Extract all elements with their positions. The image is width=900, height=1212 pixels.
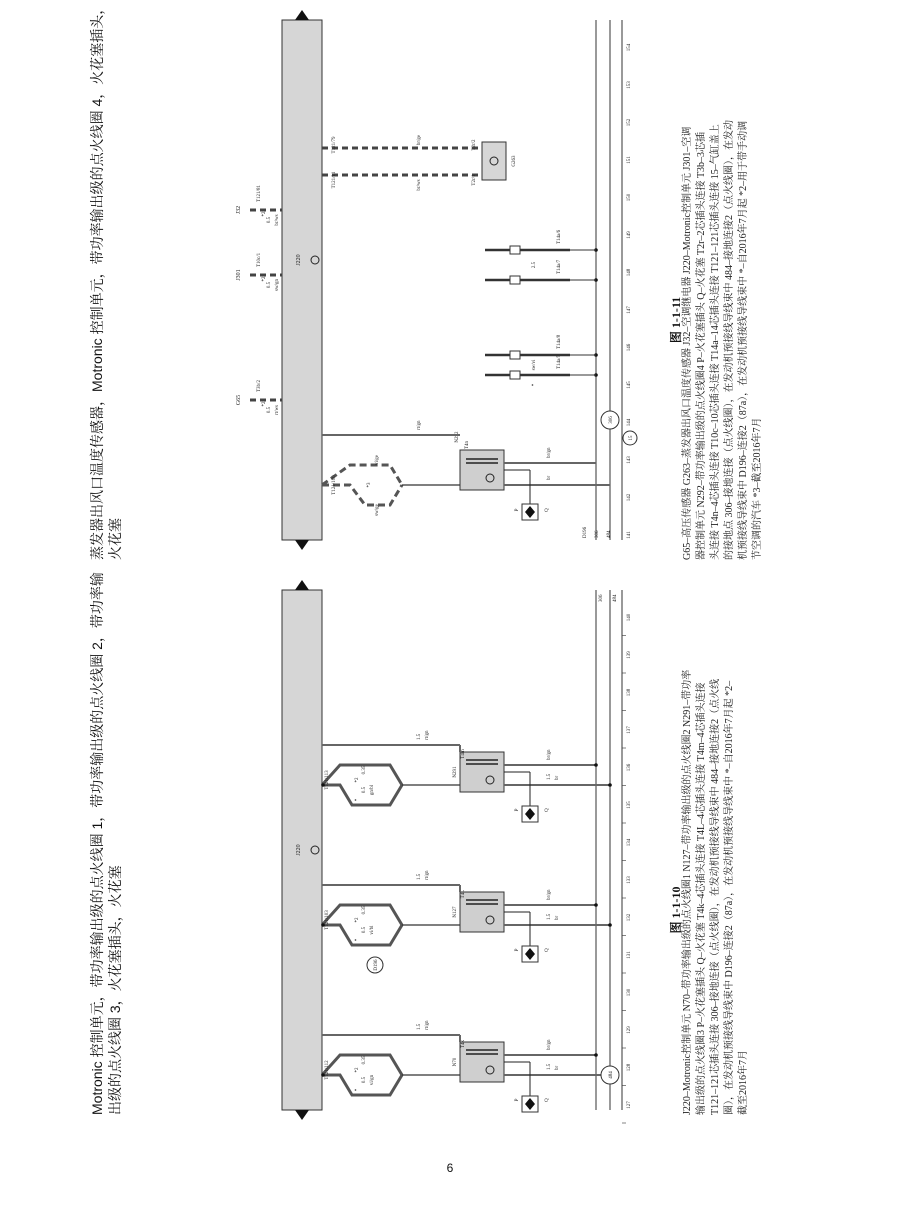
wire-color: sw/vi xyxy=(532,359,537,371)
note-mark: *3 xyxy=(367,482,372,488)
left-caption-line: 截至2016年7月 xyxy=(738,1050,749,1115)
wire-color: vi/bl xyxy=(370,925,375,935)
plug-label-p: P xyxy=(515,948,520,952)
g263-sensor-box xyxy=(482,142,506,180)
coil-label: N291 xyxy=(453,766,458,778)
arrow-right-icon xyxy=(295,10,309,20)
connector-pin-label: T121/79 xyxy=(332,136,337,154)
connector-pin-label: T121/100 xyxy=(332,475,337,495)
left-caption-line: 输出级的点火线圈3 P–火花塞插头 Q–火花塞 T4k–4芯插头连接 T4L–4芯插头连接 T4m–4芯插头连接 xyxy=(696,682,707,1115)
note-mark: *2 xyxy=(262,276,267,282)
right-caption-line: 器控制单元 N292–带功率输出级的点火线圈4 P–火花塞插头 Q–火花塞 T2r–2芯插头连接 T3b–3芯插 xyxy=(696,131,707,560)
t14a-pin-label: T14a/5 xyxy=(557,354,562,369)
fuse-icon xyxy=(510,246,520,254)
arrow-right-icon xyxy=(295,580,309,590)
note-mark: *2 xyxy=(355,1067,360,1073)
j220-control-unit-bar xyxy=(282,590,322,1110)
ground-label-484: 484 xyxy=(613,594,618,602)
coil-label: N127 xyxy=(453,906,458,918)
connector-pin-label: T121/113 xyxy=(325,770,330,790)
j220-label: J220 xyxy=(296,254,302,266)
grid-number: 133 xyxy=(627,876,632,884)
pin-dot xyxy=(321,783,325,787)
connector-label: T4L xyxy=(461,889,466,899)
grid-number: 153 xyxy=(627,81,632,89)
connector-label: T4k xyxy=(461,1039,466,1049)
note-mark: * xyxy=(355,1088,360,1092)
wire-color: sw/ge xyxy=(375,504,380,516)
grid-number: 140 xyxy=(627,613,632,622)
note-mark: * xyxy=(355,798,360,802)
component-label: G65 xyxy=(236,394,242,406)
left-heading-line1: Motronic 控制单元，带功率输出级的点火线圈 1，带功率输出级的点火线圈 2，带功率输 xyxy=(89,572,105,1115)
wire-color: vi/gn xyxy=(370,1074,375,1086)
note-mark: * xyxy=(355,938,360,942)
grid-number: 147 xyxy=(627,306,632,314)
splice-label-d196: D196 xyxy=(374,959,379,971)
grid-number: 134 xyxy=(627,838,632,847)
coil-label-n292: N292 xyxy=(455,431,460,443)
edge-label: 484 xyxy=(607,530,612,538)
t14a-pin-label: T14a/6 xyxy=(557,229,562,244)
grid-number: 127 xyxy=(627,1101,632,1109)
ignition-coil-box xyxy=(460,1042,504,1082)
plug-label-q: Q xyxy=(545,508,550,512)
plug-label-q: Q xyxy=(545,948,550,952)
wire-color: br/gn xyxy=(547,889,552,900)
wire-color: br/gn xyxy=(547,1039,552,1050)
edge-label: D196 xyxy=(583,526,588,538)
grid-number: 154 xyxy=(627,43,632,52)
arrow-left-icon xyxy=(295,540,309,550)
connector-pin-label: T10c/1 xyxy=(257,252,262,267)
wire-size: 1.5 xyxy=(417,1023,422,1030)
t14a-pin-label: T14a/7 xyxy=(557,259,562,274)
ignition-coil-box xyxy=(460,752,504,792)
wire-size: 1.5 xyxy=(547,1063,552,1070)
grid-number: 148 xyxy=(627,268,632,277)
ignition-coil-n292-box xyxy=(460,450,504,490)
wire-color: rt/gn xyxy=(425,1020,430,1030)
junction-dot xyxy=(594,763,598,767)
grid-number: 152 xyxy=(627,118,632,127)
wire-color: br xyxy=(547,475,552,480)
fuse-icon xyxy=(510,276,520,284)
wire-size: 0.5 xyxy=(267,281,272,289)
ground-label-15: 15 xyxy=(629,435,634,441)
connector-pin-label: T121/81 xyxy=(257,185,262,202)
left-caption-line: J220–Motronic控制单元 N70–带功率输出级的点火线圈1 N127–带功率输出级的点火线圈2 N291–带功率 xyxy=(682,669,693,1115)
pin-dot xyxy=(321,923,325,927)
left-figure-label: 图 1-1-10 xyxy=(669,886,683,934)
left-caption-line: 圈），在发动机预接线导线束中 D196–连接2（87a），在发动机预接线导线束中 *–自2016年7月起 *2– xyxy=(724,680,735,1115)
grid-number: 145 xyxy=(627,381,632,389)
wire-size: 0.35 xyxy=(362,765,367,775)
grid-number: 146 xyxy=(627,343,632,352)
wire-color: sw/gn xyxy=(275,279,280,291)
component-label: J32 xyxy=(236,205,242,215)
grid-number: 141 xyxy=(627,531,632,539)
grid-number: 143 xyxy=(627,456,632,464)
j220-label: J220 xyxy=(296,844,302,856)
grid-number: 137 xyxy=(627,726,632,734)
junction-dot xyxy=(608,783,612,787)
wire-size: 0.5 xyxy=(362,786,367,794)
connector-pin-label: T3b/2 xyxy=(257,380,262,392)
grid-number: 136 xyxy=(627,763,632,772)
ground-label-306: 306 xyxy=(599,594,604,602)
junction-dot xyxy=(608,923,612,927)
wire-size: 0.5 xyxy=(362,1076,367,1084)
right-figure-label: 图 1-1-11 xyxy=(669,296,683,344)
grid-number: 128 xyxy=(627,1063,632,1072)
plug-label-p: P xyxy=(515,808,520,812)
right-diagram-panel xyxy=(89,1,763,560)
right-caption-line: 的接地点 306–接地连接（点火线圈），在发动机预接线导线束中 484–接地连接2（点火线圈），在发动 xyxy=(724,120,735,560)
connector-label: T4m xyxy=(461,749,466,759)
note-mark: *2 xyxy=(355,917,360,923)
edge-label: 306 xyxy=(595,530,600,538)
wire-size: 2.5 xyxy=(532,261,537,269)
wire-size: 0.35 xyxy=(362,905,367,915)
wire-color: br/gn xyxy=(547,749,552,760)
wire-size: 1.5 xyxy=(547,913,552,920)
wire-color: br/ws xyxy=(417,179,422,191)
wire-size: 1.5 xyxy=(547,773,552,780)
grid-number: 149 xyxy=(627,231,632,239)
fuse-icon xyxy=(510,351,520,359)
connector-pin-label: T121/103 xyxy=(325,910,330,930)
junction-dot xyxy=(594,903,598,907)
wire-color: gn/bl xyxy=(370,784,375,796)
grid-number: 138 xyxy=(627,688,632,697)
grid-number: 135 xyxy=(627,801,632,809)
wire-color: br xyxy=(555,775,560,780)
grid-number: 129 xyxy=(627,1026,632,1034)
plug-label-p: P xyxy=(515,1098,520,1102)
grid-number: 131 xyxy=(627,951,632,959)
arrow-left-icon xyxy=(295,1110,309,1120)
wire-size: 1.5 xyxy=(417,733,422,740)
component-label-g263: G263 xyxy=(512,155,517,167)
wire-color: br/gn xyxy=(547,447,552,458)
note-mark: * xyxy=(532,383,537,387)
coil-label: N70 xyxy=(453,1057,458,1067)
wire-color: rt/gn xyxy=(425,870,430,880)
wire-size: 0.5 xyxy=(362,926,367,934)
wire-size: 0.5 xyxy=(267,216,272,224)
wire-size: 0.35 xyxy=(362,1055,367,1065)
ground-label-306: 306 xyxy=(609,416,614,424)
page-number: 6 xyxy=(446,1161,454,1175)
j220-control-unit-bar xyxy=(282,20,322,540)
connector-pin-label: T121/112 xyxy=(325,1060,330,1080)
connector-label-t4n: T4n xyxy=(465,440,470,450)
splice-label-484: 484 xyxy=(609,1071,614,1079)
ignition-coil-box xyxy=(460,889,504,932)
connector-pin-label: T2r/2 xyxy=(472,139,477,151)
connector-pin-label: T2r/1 xyxy=(472,174,477,186)
wire-size: 0.5 xyxy=(267,406,272,414)
grid-number: 142 xyxy=(627,493,632,502)
right-heading-line1: 蒸发器出风口温度传感器，Motronic 控制单元，带功率输出级的点火线圈 4，火花塞插头， xyxy=(89,0,105,560)
plug-label-q: Q xyxy=(545,1098,550,1102)
connector-pin-label: T121/11 xyxy=(332,171,337,189)
wire-color: rt/gn xyxy=(417,420,422,430)
wire-color: br xyxy=(555,1065,560,1070)
right-caption-line: G65–高压传感器 G263–蒸发器出风口温度传感器 J32–空调继电器 J220–Motronic控制单元 J301–空调 xyxy=(682,126,693,560)
grid-number: 139 xyxy=(627,651,632,659)
wire-color: rt/gn xyxy=(425,730,430,740)
grid-number: 150 xyxy=(627,193,632,202)
grid-number: 132 xyxy=(627,913,632,922)
wire-color: br/ws xyxy=(275,214,280,226)
grid-number: 130 xyxy=(627,988,632,997)
left-caption-line: T121–121芯插头连接 306–接地连接（点火线圈），在发动机预接线导线束中 484–接地连接2（点火线 xyxy=(710,678,721,1115)
left-heading-line2: 出级的点火线圈 3，火花塞插头，火花塞 xyxy=(107,865,123,1115)
wire-color: br xyxy=(555,915,560,920)
right-caption-line: 头连接 T4n–4芯插头连接 T10c–10芯插头连接 T14a–14芯插头连接 T121–121芯插头连接 15–气缸盖上 xyxy=(710,124,721,560)
grid-number: 144 xyxy=(627,418,632,427)
wire-size: 1.5 xyxy=(417,873,422,880)
grid-number: 151 xyxy=(627,156,632,164)
pin-dot xyxy=(321,1073,325,1077)
component-label: J301 xyxy=(236,269,242,281)
wire-color: br/ge xyxy=(417,134,422,146)
right-caption-line: 节空调的汽车 *3–截至2016年7月 xyxy=(752,417,763,560)
junction-dot xyxy=(594,1053,598,1057)
left-diagram-panel xyxy=(89,572,749,1123)
right-heading-line2: 火花塞 xyxy=(107,518,123,560)
plug-label-q: Q xyxy=(545,808,550,812)
note-mark: *2 xyxy=(355,777,360,783)
note-mark: *2 xyxy=(262,401,267,407)
wire-color: rt/ws xyxy=(275,405,280,415)
fuse-icon xyxy=(510,371,520,379)
note-mark: *2 xyxy=(262,211,267,217)
right-caption-line: 机预接线导线束中 D196–连接2（87a），在发动机预接线导线束中 *–自2016年7月起 *2–用于带手动调 xyxy=(738,120,749,560)
wire-color: vi/ge xyxy=(375,455,380,465)
plug-label-p: P xyxy=(515,508,520,512)
t14a-pin-label: T14a/8 xyxy=(557,334,562,349)
